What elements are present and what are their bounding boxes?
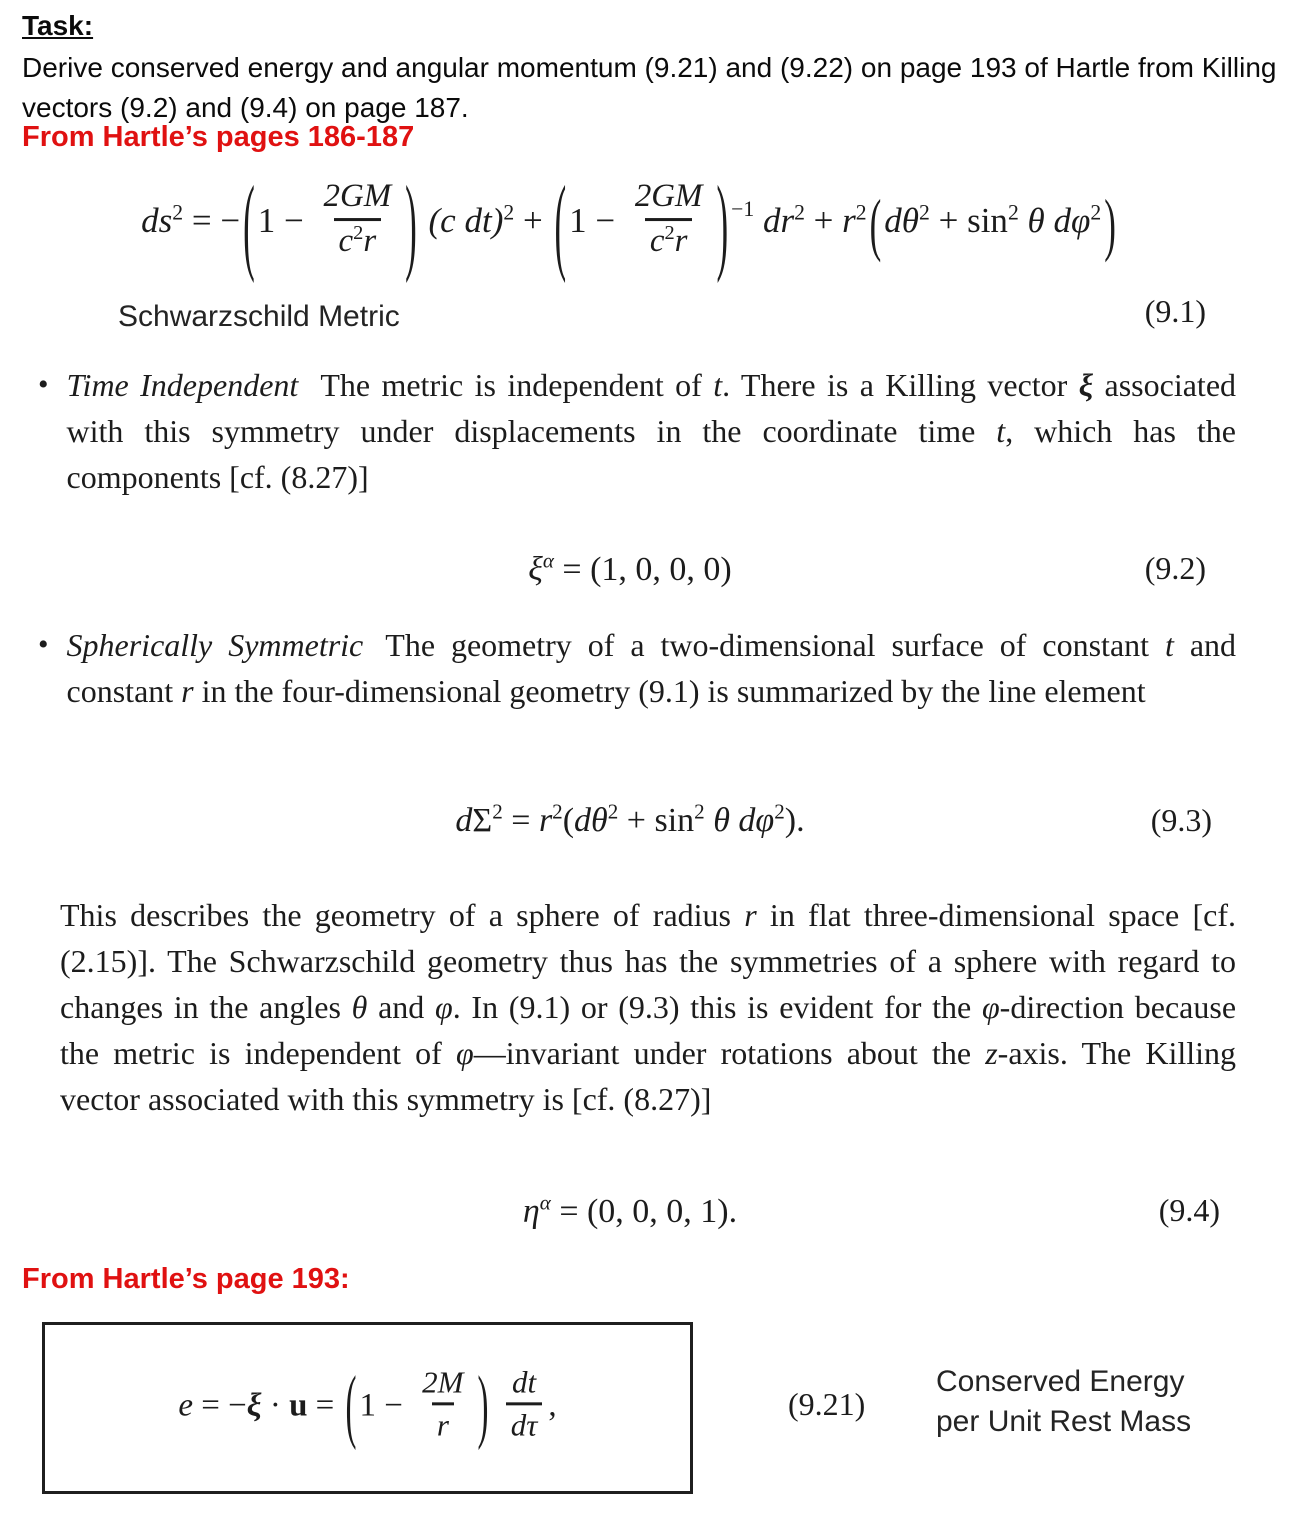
math-token-t: r [538,802,553,839]
fraction-numerator [319,178,397,219]
math-token-t: c [338,223,354,260]
sphere-geometry-paragraph [60,892,1236,1122]
math-token-s: α [542,548,554,573]
math-token-t: e [178,1387,193,1424]
bullet-time-independent [38,362,1236,500]
math-token-s: 2 [1090,200,1102,225]
math-token-t: 2GM [634,178,703,215]
math-token-s: 2 [1007,200,1019,225]
bullet-lead-spherically-symmetric: Spherically Symmetric [66,627,364,663]
math-token-t: ). [784,802,805,839]
math-token-t: t [1164,627,1174,663]
math-token-s: 2 [552,799,563,824]
math-token-p: ) [716,164,729,285]
math-token-s: 2 [855,200,867,225]
math-token-t: dr [754,201,795,241]
math-token-t: ξ [528,551,543,588]
math-token-p: ( [345,1361,357,1452]
math-token-t: θ dφ [1018,201,1091,241]
math-token-s: 2 [172,200,184,225]
math-token-s: 2 [694,799,705,824]
math-token-f [319,178,397,260]
conserved-energy-caption-line2: per Unit Rest Mass [936,1405,1192,1438]
math-token-p: ) [405,164,417,285]
equation-number-9-2: (9.2) [1144,550,1206,586]
math-token-s: α [539,1190,551,1215]
fraction-numerator [507,1366,541,1402]
line-element-math [455,799,805,840]
math-token-s: 2 [607,799,619,824]
equation-9-3-line-element [30,788,1230,854]
math-token-t: r [674,223,688,260]
math-token-t: + [514,201,552,241]
math-token-t: The metric is independent of [320,367,714,403]
killing-vector-xi-math [528,548,732,589]
math-token-t: dτ [510,1406,538,1442]
equation-9-1-schwarzschild-metric [30,162,1230,287]
math-token-t: dθ [884,201,919,241]
math-token-p: ( [869,185,882,264]
math-token-t: and [367,989,436,1025]
math-token-t: , [548,1387,557,1424]
conserved-energy-math [178,1361,557,1452]
math-token-t: = (0, 0, 0, 1). [550,1193,738,1230]
math-token-t: . In (9.1) or (9.3) this is evident for the [452,989,982,1025]
math-token-p: ( [554,164,567,285]
conserved-energy-caption-line1: Conserved Energy [936,1365,1185,1398]
math-token-t: ξ [246,1387,262,1424]
math-token-t: r [744,897,757,933]
math-token-t: —invariant under rotations about the [473,1035,986,1071]
math-token-s: 2 [794,200,805,225]
math-token-t: c [649,223,665,260]
fraction-denominator [645,218,693,259]
fraction-denominator [506,1402,543,1441]
bullet-lead-time-independent: Time Independent [66,367,299,403]
source-label-pages-186-187: From Hartle’s pages 186-187 [22,121,415,153]
math-token-t: = [502,802,539,839]
math-token-t: The geometry of a two-dimensional surface of constant [385,627,1165,663]
bullet-spherically-symmetric-text [67,622,1236,714]
math-token-t: θ [351,989,368,1025]
math-token-t: in flat three-dimensional space [cf. (2.15)]. The Schwarzschild geometry thus has the symmetries of a sphere with regard to changes in the angles [60,897,1236,1025]
math-token-t: . There is a Killing vector [722,367,1079,403]
equation-9-4-killing-vector-eta [30,1182,1230,1242]
math-token-t [492,1388,500,1424]
math-token-t: r [181,673,194,709]
math-token-t: φ [435,989,453,1025]
equation-9-2-killing-vector-xi [30,540,1230,600]
equation-number-9-3: (9.3) [1150,802,1212,838]
math-token-t: ξ [1078,367,1094,403]
math-token-s: 2 [503,200,515,225]
math-token-s: −1 [731,197,755,222]
math-token-f [417,1366,468,1440]
math-token-t: 2GM [323,178,392,215]
fraction-denominator [334,218,382,259]
math-token-s: 2 [774,799,785,824]
math-token-t: 1 − [359,1387,412,1424]
fraction-denominator [432,1402,454,1441]
conserved-energy-caption [936,1362,1191,1442]
math-token-t: (c dt) [419,201,504,241]
schwarzschild-metric-math [141,164,1119,285]
math-token-t: and constant [66,627,1237,709]
bullet-icon: • [38,628,49,661]
task-description: Derive conserved energy and angular momentum (9.21) and (9.22) on page 193 of Hartle from Killing vectors (9.2) and (9.4) on page 187. [22,52,1277,123]
math-token-f [506,1366,543,1440]
math-token-t: ds [141,201,173,241]
math-token-t: t [713,367,723,403]
math-token-t: φ [455,1035,474,1071]
equation-number-9-1: (9.1) [1144,293,1206,329]
math-token-t: associated with this symmetry under displacements in the coordinate time [66,367,1237,449]
metric-caption: Schwarzschild Metric [118,300,400,333]
math-token-p: ( [243,164,255,285]
math-token-s: 2 [353,222,364,245]
math-token-t: 1 − [257,201,313,241]
math-token-t: θ dφ [704,802,775,839]
fraction-numerator [417,1366,468,1402]
math-token-p: ) [477,1361,489,1452]
killing-vector-eta-math [522,1190,738,1231]
source-label-page-193: From Hartle’s page 193: [22,1263,350,1295]
math-token-t: = [307,1387,343,1424]
math-token-t: 1 − [569,201,624,241]
math-token-t: z [985,1035,998,1071]
math-token-s: 2 [492,799,503,824]
math-token-t: -axis. The Killing vector associated with this symmetry is [cf. (8.27)] [60,1035,1237,1117]
math-token-t: d [455,802,473,839]
fraction-numerator [630,178,708,219]
math-token-f [630,178,708,260]
math-token-t: dt [512,1364,537,1400]
math-token-t: + sin [929,201,1008,241]
math-token-t: φ [981,989,1000,1025]
bullet-icon: • [38,368,49,401]
bullet-time-independent-text [67,362,1236,500]
math-token-t: , which has the components [cf. (8.27)] [66,413,1237,495]
math-token-t: t [996,413,1006,449]
math-token-s: 2 [919,200,930,225]
equation-number-9-21: (9.21) [788,1386,866,1422]
task-heading: Task: [22,10,94,41]
math-token-t: 2M [422,1364,464,1400]
math-token-t: Σ [472,802,493,839]
math-token-p: ) [1104,185,1116,264]
math-token-t: = (1, 0, 0, 0) [553,551,732,588]
math-token-t: r [363,223,377,260]
math-token-t: r [436,1406,449,1442]
math-token-t: = − [183,201,241,241]
math-token-t: + [804,201,843,241]
math-token-t: u [289,1387,308,1424]
math-token-t: -direction because the metric is independent of [60,989,1237,1071]
equation-number-9-4: (9.4) [1158,1192,1220,1228]
math-token-t: η [522,1193,540,1230]
math-token-s: 2 [664,222,675,245]
math-token-t: = − [193,1387,247,1424]
math-token-t: dθ [574,802,608,839]
math-token-t: r [842,201,856,241]
bullet-spherically-symmetric [38,622,1236,714]
math-token-t: This describes the geometry of a sphere of radius [60,897,745,933]
math-token-t: · [261,1387,290,1424]
math-token-t: in the four-dimensional geometry (9.1) is summarized by the line element [193,673,1146,709]
math-token-t: ( [562,802,575,839]
conserved-energy-equation-box [42,1322,693,1494]
math-token-t: + sin [618,802,695,839]
